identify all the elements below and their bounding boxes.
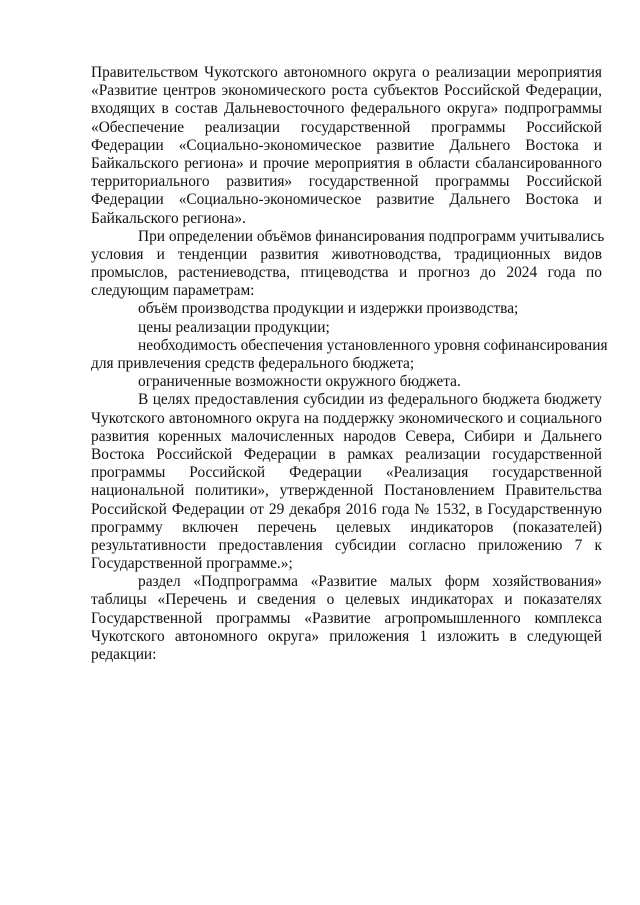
text-line: Байкальского региона» и прочие мероприятия в области сбалансированного bbox=[91, 154, 602, 172]
text-line: «Обеспечение реализации государственной программы Российской bbox=[91, 118, 602, 136]
text-line: таблицы «Перечень и сведения о целевых индикаторах и показателях bbox=[91, 591, 602, 609]
document-body bbox=[91, 64, 608, 664]
text-line: необходимость обеспечения установленного уровня софинансирования bbox=[138, 336, 608, 354]
text-line: Востока Российской Федерации в рамках реализации государственной bbox=[91, 445, 602, 463]
text-line: развития коренных малочисленных народов Севера, Сибири и Дальнего bbox=[91, 427, 602, 445]
text-line: программы Российской Федерации «Реализация государственной bbox=[91, 464, 602, 482]
text-line: для привлечения средств федерального бюджета; bbox=[91, 355, 415, 372]
text-line: результативности предоставления субсидии согласно приложению 7 к bbox=[91, 536, 602, 554]
text-line: редакции: bbox=[91, 646, 157, 663]
text-line: цены реализации продукции; bbox=[138, 318, 330, 336]
text-line: «Развитие центров экономического роста субъектов Российской Федерации, bbox=[91, 82, 602, 100]
text-line: условия и тенденции развития животноводства, традиционных видов bbox=[91, 245, 602, 263]
text-line: Федерации «Социально-экономическое развитие Дальнего Востока и bbox=[91, 191, 602, 209]
text-line: Чукотского автономного округа» приложения 1 изложить в следующей bbox=[91, 627, 602, 645]
text-line: Правительством Чукотского автономного округа о реализации мероприятия bbox=[91, 64, 602, 81]
text-line: Федерации «Социально-экономическое развитие Дальнего Востока и bbox=[91, 136, 602, 154]
text-line: Чукотского автономного округа на поддержку экономического и социального bbox=[91, 409, 602, 427]
text-line: программу включен перечень целевых индикаторов (показателей) bbox=[91, 518, 602, 536]
text-line: В целях предоставления субсидии из федерального бюджета бюджету bbox=[138, 391, 602, 409]
text-line: территориального развития» государственной программы Российской bbox=[91, 173, 602, 191]
text-line: Государственной программе.»; bbox=[91, 555, 293, 573]
text-line: При определении объёмов финансирования подпрограмм учитывались bbox=[138, 227, 605, 245]
text-line: ограниченные возможности окружного бюджета. bbox=[138, 373, 461, 391]
text-line: национальной политики», утвержденной Постановлением Правительства bbox=[91, 482, 602, 500]
text-line: Байкальского региона». bbox=[91, 209, 246, 227]
text-line: Российской Федерации от 29 декабря 2016 года № 1532, в Государственную bbox=[91, 500, 602, 518]
text-line: Государственной программы «Развитие агропромышленного комплекса bbox=[91, 609, 602, 627]
text-line: входящих в состав Дальневосточного федерального округа» подпрограммы bbox=[91, 100, 602, 118]
text-line: следующим параметрам: bbox=[91, 282, 255, 300]
text-line: промыслов, растениеводства, птицеводства и прогноз до 2024 года по bbox=[91, 264, 602, 282]
text-line: объём производства продукции и издержки производства; bbox=[138, 300, 519, 318]
text-line: раздел «Подпрограмма «Развитие малых форм хозяйствования» bbox=[138, 573, 602, 591]
